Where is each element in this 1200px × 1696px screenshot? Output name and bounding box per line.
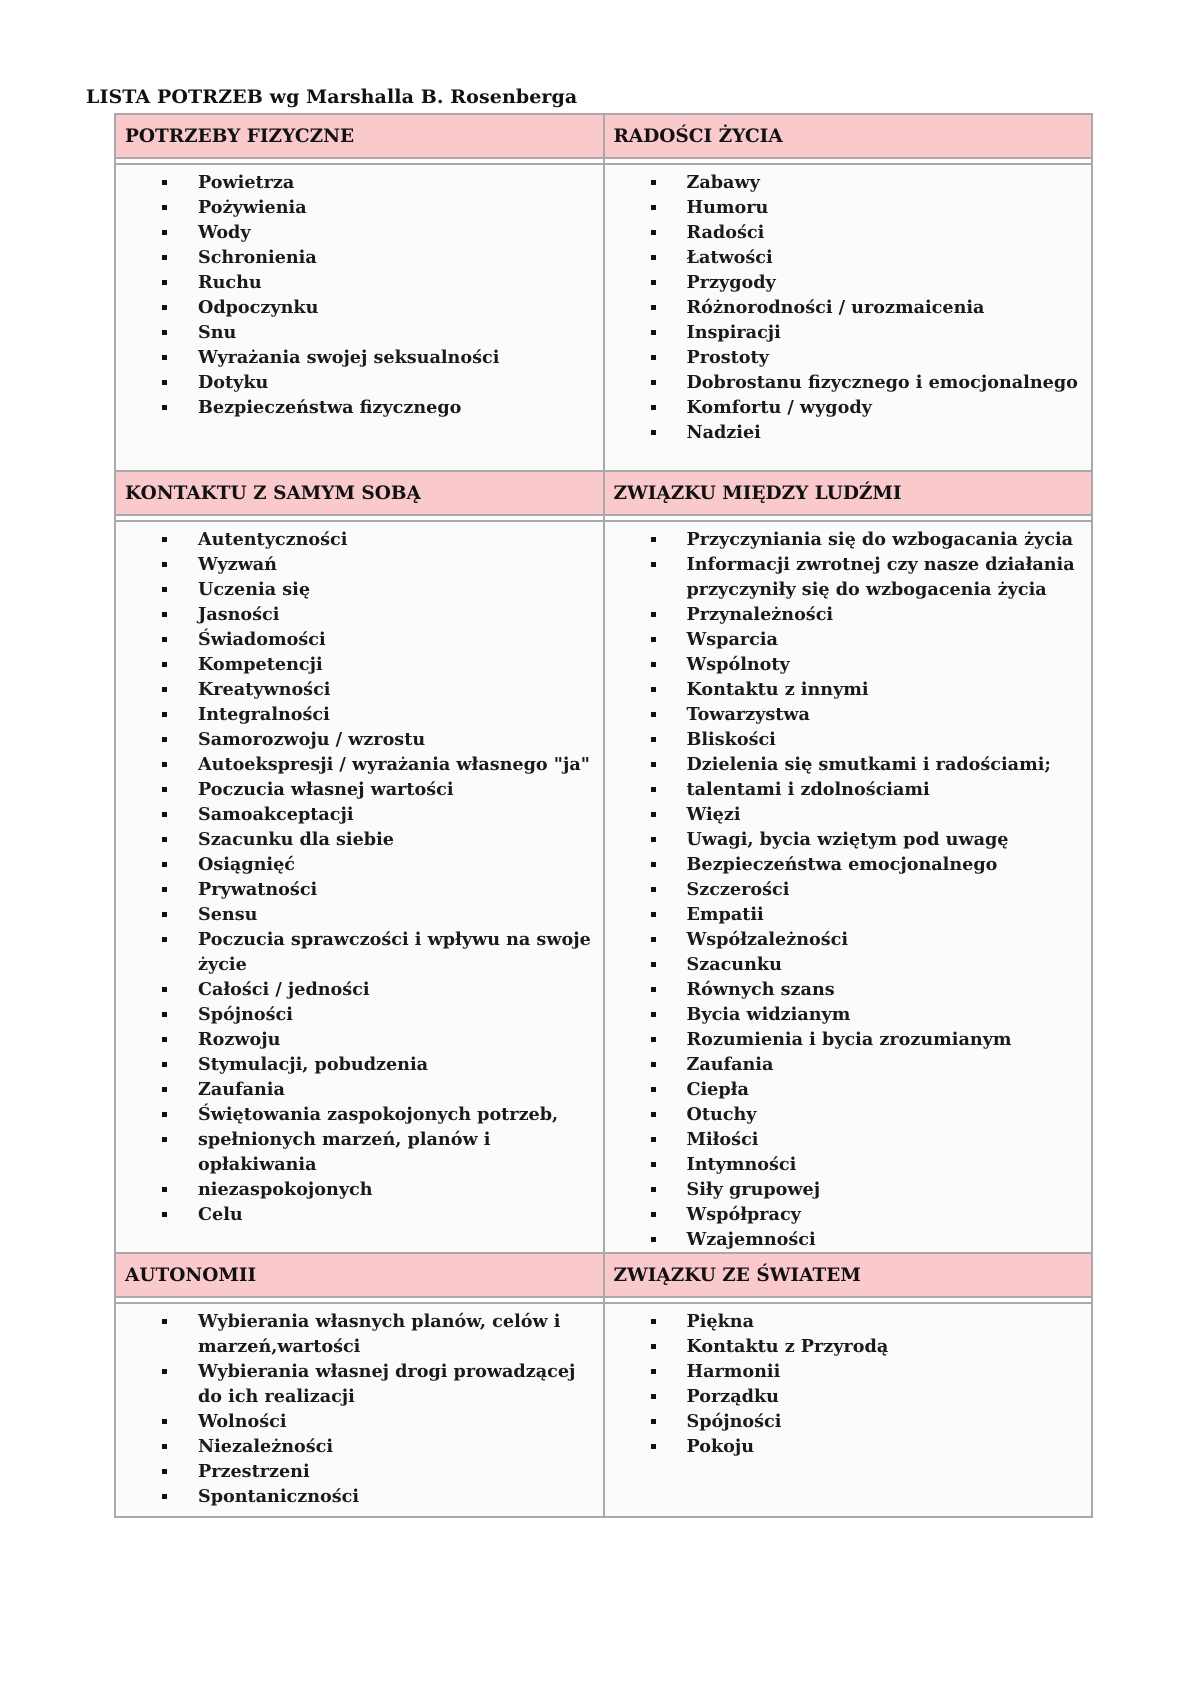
list-item: Wsparcia — [605, 627, 1092, 652]
needs-list — [605, 165, 1092, 445]
section-header: ZWIĄZKU ZE ŚWIATEM — [604, 1253, 1093, 1297]
list-item: Porządku — [605, 1384, 1092, 1409]
section-body-row — [115, 1303, 1092, 1517]
list-item: Inspiracji — [605, 320, 1092, 345]
list-item: Zabawy — [605, 170, 1092, 195]
list-item: Zaufania — [605, 1052, 1092, 1077]
list-item: Wzajemności — [605, 1227, 1092, 1252]
list-item: Spójności — [605, 1409, 1092, 1434]
list-item: Wspólnoty — [605, 652, 1092, 677]
list-item: Samoakceptacji — [116, 802, 603, 827]
list-item: Poczucia własnej wartości — [116, 777, 603, 802]
list-item: Kreatywności — [116, 677, 603, 702]
list-item: Współzależności — [605, 927, 1092, 952]
section-body — [115, 1303, 604, 1517]
list-item: Wyrażania swojej seksualności — [116, 345, 603, 370]
list-item: Wybierania własnych planów, celów i marzeń,wartości — [116, 1309, 603, 1359]
list-item: Więzi — [605, 802, 1092, 827]
list-item: Łatwości — [605, 245, 1092, 270]
list-item: Przygody — [605, 270, 1092, 295]
list-item: talentami i zdolnościami — [605, 777, 1092, 802]
list-item: Autoekspresji / wyrażania własnego "ja" — [116, 752, 603, 777]
list-item: Równych szans — [605, 977, 1092, 1002]
list-item: Współpracy — [605, 1202, 1092, 1227]
list-item: Osiągnięć — [116, 852, 603, 877]
list-item: Świętowania zaspokojonych potrzeb, — [116, 1102, 603, 1127]
list-item: Towarzystwa — [605, 702, 1092, 727]
list-item: Różnorodności / urozmaicenia — [605, 295, 1092, 320]
list-item: Szacunku dla siebie — [116, 827, 603, 852]
list-item: niezaspokojonych — [116, 1177, 603, 1202]
list-item: Pożywienia — [116, 195, 603, 220]
list-item: Siły grupowej — [605, 1177, 1092, 1202]
needs-list — [605, 522, 1092, 1252]
list-item: Spontaniczności — [116, 1484, 603, 1509]
list-item: Uwagi, bycia wziętym pod uwagę — [605, 827, 1092, 852]
section-header: AUTONOMII — [115, 1253, 604, 1297]
list-item: Rozwoju — [116, 1027, 603, 1052]
list-item: Jasności — [116, 602, 603, 627]
needs-list — [116, 1304, 603, 1509]
list-item: Szacunku — [605, 952, 1092, 977]
list-item: Humoru — [605, 195, 1092, 220]
needs-list — [116, 165, 603, 420]
list-item: Harmonii — [605, 1359, 1092, 1384]
list-item: Przynależności — [605, 602, 1092, 627]
list-item: Informacji zwrotnej czy nasze działania przyczyniły się do wzbogacenia życia — [605, 552, 1092, 602]
list-item: Prostoty — [605, 345, 1092, 370]
list-item: Spójności — [116, 1002, 603, 1027]
needs-list — [605, 1304, 1092, 1459]
section-body-row — [115, 164, 1092, 471]
list-item: Całości / jedności — [116, 977, 603, 1002]
needs-table — [114, 113, 1093, 1518]
list-item: Bliskości — [605, 727, 1092, 752]
section-header-row — [115, 114, 1092, 158]
list-item: Świadomości — [116, 627, 603, 652]
list-item: Dotyku — [116, 370, 603, 395]
section-body — [604, 164, 1093, 471]
document-title: LISTA POTRZEB wg Marshalla B. Rosenberga — [86, 86, 578, 108]
list-item: Szczerości — [605, 877, 1092, 902]
section-body — [604, 1303, 1093, 1517]
list-item: Komfortu / wygody — [605, 395, 1092, 420]
list-item: Niezależności — [116, 1434, 603, 1459]
list-item: Empatii — [605, 902, 1092, 927]
list-item: Kontaktu z Przyrodą — [605, 1334, 1092, 1359]
list-item: spełnionych marzeń, planów i opłakiwania — [116, 1127, 603, 1177]
list-item: Piękna — [605, 1309, 1092, 1334]
list-item: Samorozwoju / wzrostu — [116, 727, 603, 752]
list-item: Snu — [116, 320, 603, 345]
list-item: Nadziei — [605, 420, 1092, 445]
list-item: Wyzwań — [116, 552, 603, 577]
list-item: Wybierania własnej drogi prowadzącej do ich realizacji — [116, 1359, 603, 1409]
list-item: Bezpieczeństwa emocjonalnego — [605, 852, 1092, 877]
section-header: RADOŚCI ŻYCIA — [604, 114, 1093, 158]
list-item: Ciepła — [605, 1077, 1092, 1102]
list-item: Radości — [605, 220, 1092, 245]
list-item: Kontaktu z innymi — [605, 677, 1092, 702]
list-item: Odpoczynku — [116, 295, 603, 320]
list-item: Poczucia sprawczości i wpływu na swoje życie — [116, 927, 603, 977]
list-item: Uczenia się — [116, 577, 603, 602]
section-body — [604, 521, 1093, 1253]
list-item: Dzielenia się smutkami i radościami; — [605, 752, 1092, 777]
list-item: Ruchu — [116, 270, 603, 295]
list-item: Celu — [116, 1202, 603, 1227]
list-item: Sensu — [116, 902, 603, 927]
list-item: Miłości — [605, 1127, 1092, 1152]
section-header: ZWIĄZKU MIĘDZY LUDŹMI — [604, 471, 1093, 515]
list-item: Otuchy — [605, 1102, 1092, 1127]
list-item: Przestrzeni — [116, 1459, 603, 1484]
section-body-row — [115, 521, 1092, 1253]
list-item: Bezpieczeństwa fizycznego — [116, 395, 603, 420]
list-item: Dobrostanu fizycznego i emocjonalnego — [605, 370, 1092, 395]
section-header-row — [115, 471, 1092, 515]
list-item: Prywatności — [116, 877, 603, 902]
list-item: Bycia widzianym — [605, 1002, 1092, 1027]
list-item: Schronienia — [116, 245, 603, 270]
list-item: Rozumienia i bycia zrozumianym — [605, 1027, 1092, 1052]
section-header: KONTAKTU Z SAMYM SOBĄ — [115, 471, 604, 515]
section-body — [115, 521, 604, 1253]
list-item: Stymulacji, pobudzenia — [116, 1052, 603, 1077]
section-body — [115, 164, 604, 471]
list-item: Powietrza — [116, 170, 603, 195]
section-header: POTRZEBY FIZYCZNE — [115, 114, 604, 158]
list-item: Kompetencji — [116, 652, 603, 677]
section-header-row — [115, 1253, 1092, 1297]
list-item: Autentyczności — [116, 527, 603, 552]
list-item: Integralności — [116, 702, 603, 727]
list-item: Wody — [116, 220, 603, 245]
list-item: Intymności — [605, 1152, 1092, 1177]
list-item: Wolności — [116, 1409, 603, 1434]
list-item: Zaufania — [116, 1077, 603, 1102]
needs-list — [116, 522, 603, 1227]
list-item: Pokoju — [605, 1434, 1092, 1459]
list-item: Przyczyniania się do wzbogacania życia — [605, 527, 1092, 552]
